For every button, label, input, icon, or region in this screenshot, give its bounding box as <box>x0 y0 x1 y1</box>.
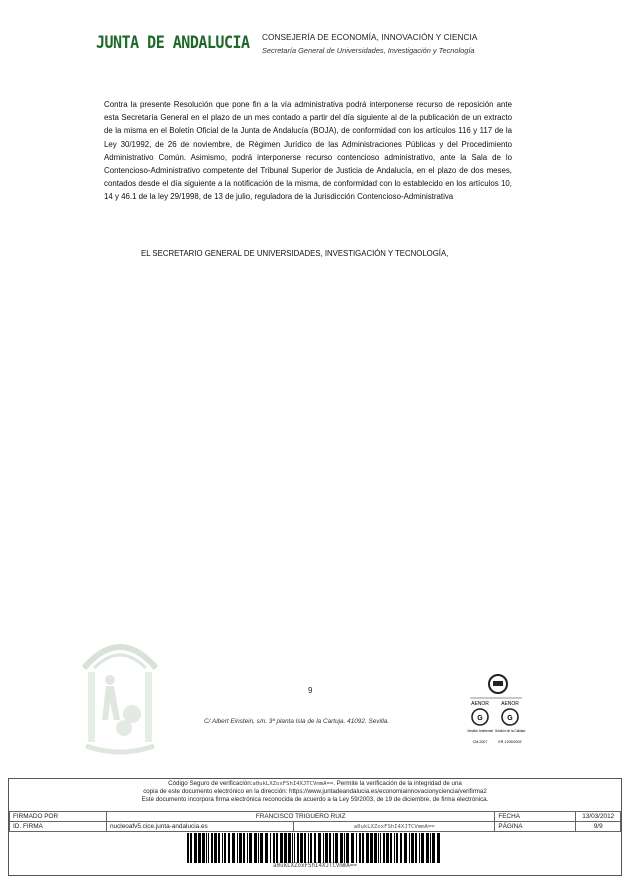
signer-title: EL SECRETARIO GENERAL DE UNIVERSIDADES, INVESTIGACIÓN Y TECNOLOGÍA, <box>141 249 449 258</box>
barcode-bar <box>273 833 275 863</box>
barcode-bar <box>346 833 349 863</box>
page-number: 9 <box>308 686 313 695</box>
barcode-bar <box>258 833 259 863</box>
verification-barcode <box>187 833 443 863</box>
id-firma-value: nucleoafv5.cice.junta-andalucia.es <box>107 822 294 832</box>
barcode-bar <box>394 833 395 863</box>
department-subtitle: Secretaría General de Universidades, Investigación y Tecnología <box>262 46 475 55</box>
barcode-bar <box>415 833 417 863</box>
barcode-bar <box>340 833 343 863</box>
verification-suffix: . Permite la verificación de la integridad de una <box>333 780 462 787</box>
barcode-bar <box>374 833 377 863</box>
verification-code: a0ukLXZoxFShI4XJTCVmmA== <box>252 781 334 787</box>
barcode-bar <box>218 833 220 863</box>
barcode-bar <box>260 833 263 863</box>
barcode-bar <box>437 833 440 863</box>
barcode-bar <box>386 833 389 863</box>
barcode-bar <box>206 833 207 863</box>
barcode-bar <box>194 833 197 863</box>
barcode-bar <box>237 833 238 863</box>
barcode-bar <box>228 833 230 863</box>
barcode-bar <box>265 833 268 863</box>
barcode-bar <box>280 833 283 863</box>
barcode-bar <box>254 833 257 863</box>
barcode-bar <box>380 833 381 863</box>
legal-paragraph: Contra la presente Resolución que pone fin a la vía administrativa podrá interponerse recurso de reposición ante esta Secretaría General en el plazo de un mes contado a partir del día siguiente al de la publicación de un extracto de la misma en el Boletín Oficial de la Junta de Andalucía (BOJA), de conformidad con los artículos 116 y 117 de la Ley 30/1992, de 26 de noviembre, de Régimen Jurídico de las Administraciones Públicas y del Procedimiento Administrativo Común. Asimismo, podrá interponerse recurso contencioso administrativo, ante la Sala de lo Contencioso-Administrativo competente del Tribunal Superior de Justicia de Andalucía, en el plazo de dos meses, contados desde el día siguiente a la notificación de la misma, de conformidad con lo establecido en los artículos 10, 14 y 46.1 de la ley 29/1998, de 13 de julio, reguladora de la Jurisdicción Contencioso-Administrativa <box>104 100 512 202</box>
barcode-bar <box>383 833 385 863</box>
verification-footer <box>8 778 622 876</box>
verification-prefix: Código Seguro de verificación: <box>168 780 253 787</box>
svg-text:G: G <box>507 715 513 722</box>
address: C/ Albert Einstein, s/n. 3ª planta Isla de la Cartuja. 41092. Sevilla. <box>204 718 390 725</box>
barcode-bar <box>288 833 291 863</box>
barcode-bar <box>370 833 373 863</box>
junta-de-andalucia-logo: JUNTA DE ANDALUCIA <box>96 31 250 53</box>
barcode-bar <box>362 833 364 863</box>
andalucia-shield-watermark <box>80 628 160 758</box>
table-row <box>10 812 621 822</box>
barcode-bar <box>249 833 252 863</box>
barcode-bar <box>421 833 424 863</box>
barcode-bar <box>190 833 192 863</box>
barcode-bar <box>378 833 379 863</box>
fecha-label: FECHA <box>495 812 576 822</box>
barcode-bar <box>426 833 429 863</box>
barcode-bar <box>356 833 357 863</box>
table-row <box>10 822 621 832</box>
barcode-bar <box>329 833 331 863</box>
quality-certification-logos <box>466 672 526 752</box>
barcode-bar <box>187 833 189 863</box>
barcode-bar <box>335 833 338 863</box>
barcode-bar <box>359 833 361 863</box>
barcode-bar <box>390 833 392 863</box>
fecha-value: 13/03/2012 <box>576 812 621 822</box>
svg-text:G: G <box>477 715 483 722</box>
barcode-bar <box>351 833 354 863</box>
barcode-bar <box>247 833 248 863</box>
id-firma-label: ID. FIRMA <box>10 822 107 832</box>
barcode-bar <box>243 833 245 863</box>
barcode-bar <box>239 833 242 863</box>
barcode-bar <box>396 833 398 863</box>
barcode-bar <box>366 833 369 863</box>
barcode-bar <box>297 833 299 863</box>
barcode-bar <box>276 833 278 863</box>
barcode-bar <box>304 833 306 863</box>
cert-label-gestion-calidad: Gestión de la Calidad <box>494 729 526 733</box>
cert-label-cm: CM-2007 <box>472 740 488 744</box>
verification-line-1 <box>9 780 621 788</box>
barcode-bar <box>208 833 209 863</box>
barcode-bar <box>202 833 205 863</box>
firmado-por-label: FIRMADO POR <box>10 812 107 822</box>
barcode-bar <box>344 833 345 863</box>
barcode-bar <box>314 833 316 863</box>
barcode-bar <box>211 833 213 863</box>
firmado-por-value: FRANCISCO TRIGUERO RUIZ <box>107 812 495 822</box>
id-firma-code: a0ukLXZoxFShI4XJTCVmmA== <box>294 822 495 832</box>
barcode-bar <box>430 833 431 863</box>
barcode-bar <box>214 833 217 863</box>
barcode-bar <box>325 833 328 863</box>
signature-fields-table <box>9 811 621 832</box>
pagina-value: 9/9 <box>576 822 621 832</box>
barcode-bar <box>333 833 334 863</box>
barcode-bar <box>270 833 271 863</box>
barcode-bar <box>232 833 235 863</box>
verification-notes <box>9 780 621 804</box>
barcode-bar <box>292 833 293 863</box>
barcode-bar <box>284 833 287 863</box>
department-title: CONSEJERÍA DE ECONOMÍA, INNOVACIÓN Y CIENCIA <box>262 33 478 42</box>
barcode-bar <box>224 833 226 863</box>
verification-line-2: copia de este documento electrónico en la dirección: https://www.juntadeandalucia.es/economiainnovacionyciencia/verifirma2 <box>143 788 487 795</box>
barcode-bar <box>318 833 321 863</box>
barcode-bar <box>310 833 312 863</box>
cert-label-gestion-ambiental: Gestión Ambiental <box>467 729 493 733</box>
barcode-bar <box>419 833 420 863</box>
cert-label-aenor-2: AENOR <box>501 701 519 707</box>
barcode-bar <box>411 833 414 863</box>
barcode-bar <box>308 833 309 863</box>
barcode-bar <box>404 833 407 863</box>
barcode-bar <box>222 833 223 863</box>
barcode-bar <box>294 833 295 863</box>
barcode-text: a0ukLXZoxFShI4XJTCVmmA== <box>273 863 357 869</box>
barcode-bar <box>300 833 303 863</box>
barcode-bar <box>409 833 410 863</box>
barcode-bar <box>198 833 201 863</box>
verification-line-3: Este documento incorpora firma electrónica reconocida de acuerdo a la Ley 59/2003, de 19 de diciembre, de firma electrónica. <box>141 796 489 803</box>
barcode-bar <box>323 833 324 863</box>
cert-label-aenor-1: AENOR <box>471 701 489 707</box>
barcode-bar <box>432 833 435 863</box>
pagina-label: PÁGINA <box>495 822 576 832</box>
barcode-bar <box>400 833 402 863</box>
cert-label-er: ER-1205/2002 <box>498 740 522 744</box>
